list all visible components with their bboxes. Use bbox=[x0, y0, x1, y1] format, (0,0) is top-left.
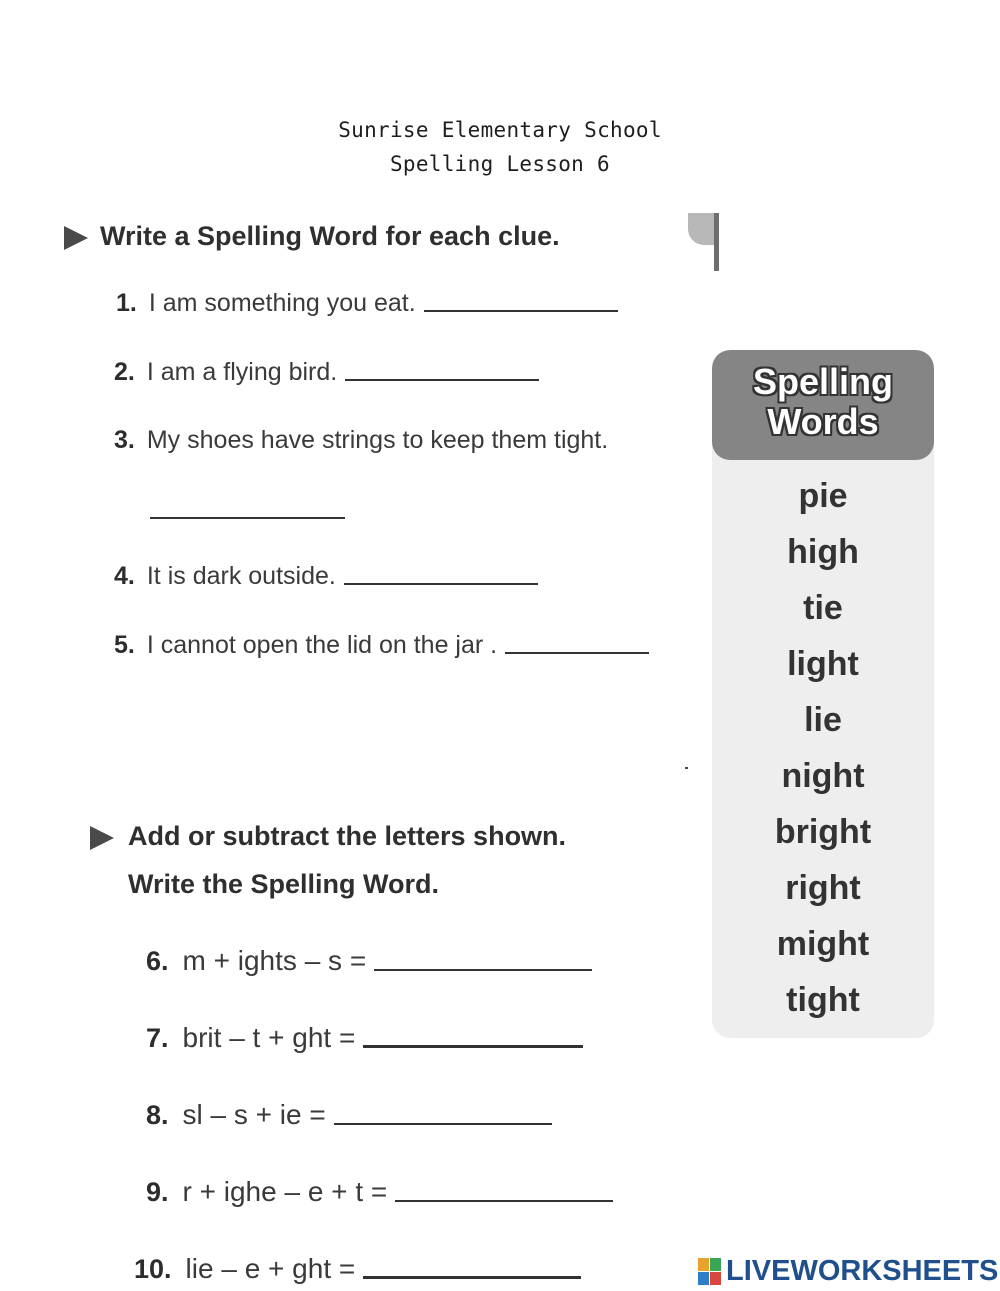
spelling-word: tight bbox=[786, 981, 860, 1019]
section1-instruction: Write a Spelling Word for each clue. bbox=[100, 221, 560, 251]
equation-text: brit – t + ght = bbox=[182, 1022, 356, 1053]
answer-blank-7[interactable] bbox=[363, 1045, 583, 1048]
answer-blank-2[interactable] bbox=[345, 379, 539, 381]
question-row-4 bbox=[114, 562, 538, 591]
equation-row-10 bbox=[134, 1253, 581, 1285]
section2-instruction-line1: Add or subtract the letters shown. bbox=[128, 821, 567, 851]
equation-text: r + ighe – e + t = bbox=[182, 1176, 388, 1207]
question-number: 2. bbox=[114, 358, 135, 386]
spelling-word: high bbox=[787, 533, 859, 571]
spelling-word: light bbox=[787, 645, 859, 683]
spelling-word: tie bbox=[803, 589, 843, 627]
section2-instruction-line2: Write the Spelling Word. bbox=[128, 869, 440, 899]
question-text: I am a flying bird. bbox=[146, 358, 338, 386]
spelling-word: bright bbox=[774, 813, 872, 851]
spelling-words-box bbox=[712, 350, 934, 1038]
spelling-words-title-line1: Spelling bbox=[752, 361, 893, 402]
equation-row-8 bbox=[146, 1099, 552, 1131]
answer-blank-5[interactable] bbox=[505, 652, 649, 654]
question-number: 9. bbox=[146, 1177, 169, 1207]
equation-text: lie – e + ght = bbox=[185, 1253, 356, 1284]
question-row-5 bbox=[114, 631, 649, 660]
liveworksheets-logo-icon bbox=[698, 1258, 722, 1286]
question-row-3 bbox=[114, 426, 608, 455]
question-number: 3. bbox=[114, 426, 135, 454]
spelling-word: right bbox=[785, 869, 861, 907]
question-number: 4. bbox=[114, 562, 135, 590]
question-text: My shoes have strings to keep them tight. bbox=[146, 426, 609, 454]
answer-blank-9[interactable] bbox=[395, 1200, 613, 1202]
answer-blank-3[interactable] bbox=[150, 517, 345, 519]
question-number: 8. bbox=[146, 1100, 169, 1130]
question-number: 7. bbox=[146, 1023, 169, 1053]
question-text: I am something you eat. bbox=[148, 289, 416, 317]
answer-blank-6[interactable] bbox=[374, 969, 592, 971]
answer-blank-8[interactable] bbox=[334, 1123, 552, 1125]
spelling-words-title-line2: Words bbox=[767, 401, 879, 442]
equation-text: sl – s + ie = bbox=[182, 1099, 326, 1130]
question-text: I cannot open the lid on the jar . bbox=[146, 631, 498, 659]
spelling-word: lie bbox=[804, 701, 842, 739]
lesson-title: Spelling Lesson 6 bbox=[389, 152, 611, 176]
spelling-word: night bbox=[781, 757, 865, 795]
liveworksheets-logo-text: LIVEWORKSHEETS bbox=[726, 1255, 999, 1287]
school-name: Sunrise Elementary School bbox=[338, 118, 662, 142]
answer-blank-1[interactable] bbox=[424, 310, 618, 312]
decorative-tab-edge bbox=[714, 213, 719, 271]
answer-blank-10[interactable] bbox=[363, 1276, 581, 1279]
equation-row-6 bbox=[146, 945, 592, 977]
question-row-1 bbox=[116, 289, 618, 318]
equation-text: m + ights – s = bbox=[182, 945, 367, 976]
spelling-word: might bbox=[776, 925, 870, 963]
liveworksheets-logo bbox=[698, 1255, 998, 1288]
question-text: It is dark outside. bbox=[146, 562, 336, 590]
spelling-word: pie bbox=[798, 477, 848, 515]
equation-row-9 bbox=[146, 1176, 613, 1208]
play-arrow-icon bbox=[64, 226, 88, 250]
equation-row-7 bbox=[146, 1022, 583, 1054]
question-number: 5. bbox=[114, 631, 135, 659]
question-number: 10. bbox=[134, 1254, 172, 1284]
play-arrow-icon bbox=[90, 826, 114, 850]
spelling-word-list bbox=[712, 460, 934, 1028]
question-number: 1. bbox=[116, 289, 137, 317]
answer-blank-4[interactable] bbox=[344, 583, 538, 585]
spelling-words-header bbox=[712, 350, 934, 460]
question-number: 6. bbox=[146, 946, 169, 976]
question-row-2 bbox=[114, 358, 539, 387]
stray-mark bbox=[685, 767, 688, 769]
